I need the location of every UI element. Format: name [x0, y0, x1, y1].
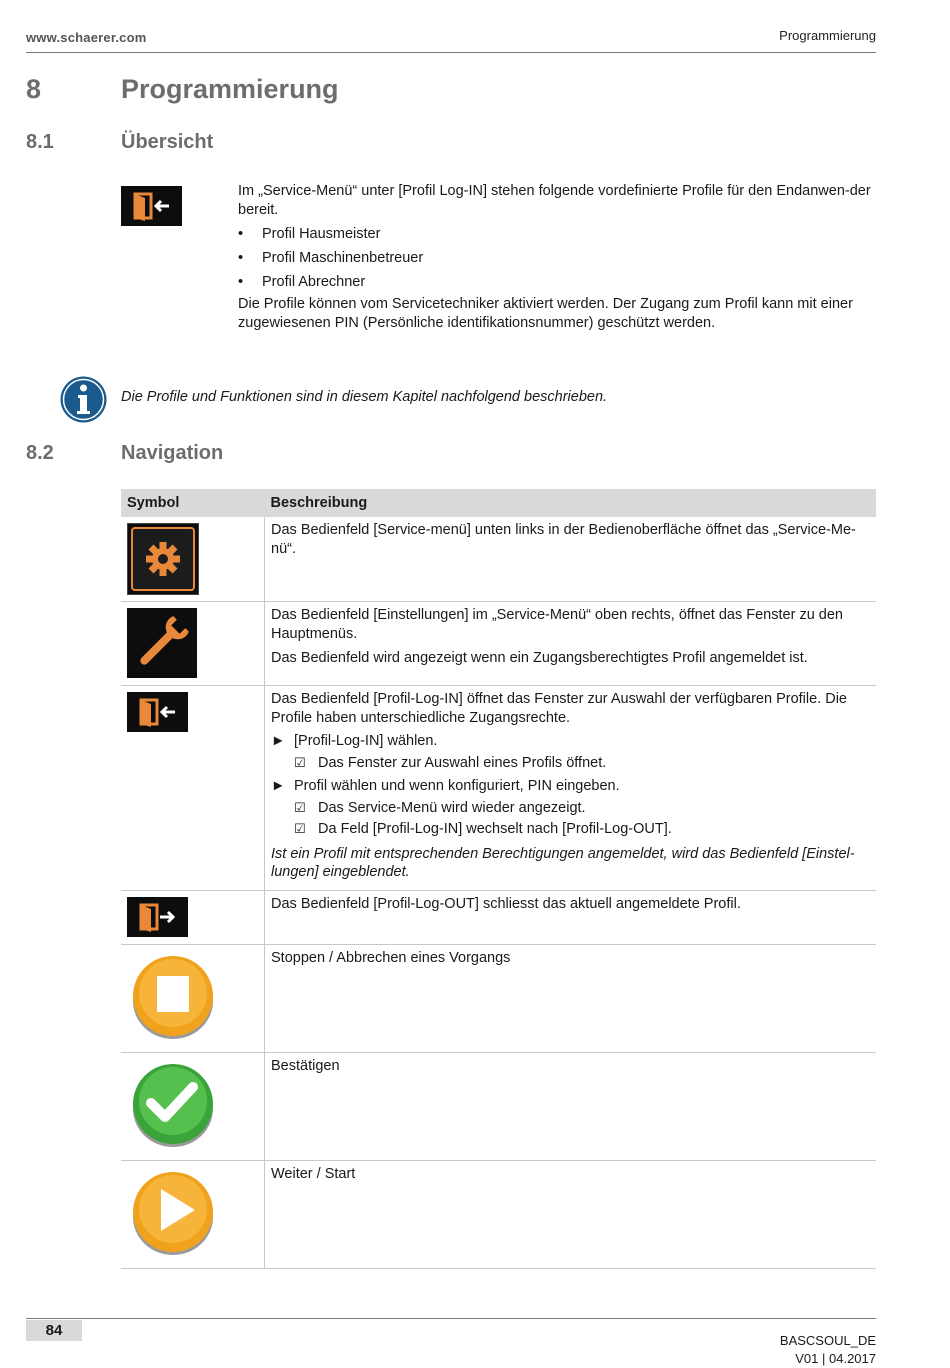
info-icon [60, 376, 107, 423]
overview-bullet-3: • Profil Abrechner [238, 274, 366, 290]
step-2-result-2: ☑ Da Feld [Profil-Log-IN] wechselt nach [Profil-Log-OUT]. [294, 821, 672, 837]
step-2: ► Profil wählen und wenn konfiguriert, PIN eingeben. [271, 778, 620, 794]
overview-bullet-2: • Profil Maschinenbetreuer [238, 250, 424, 266]
row-confirm-text: Bestätigen [271, 1058, 340, 1074]
row-wrench-text: Das Bedienfeld [Einstellungen] im „Service-Menü“ oben rechts, öffnet das Fenster zu den Hauptmenüs. [271, 607, 843, 642]
section-navigation-number: 8.2 [26, 442, 54, 464]
header-website: www.schaerer.com [26, 30, 147, 45]
step-1: ► [Profil-Log-IN] wählen. [271, 733, 438, 749]
page-number: 84 [26, 1320, 82, 1341]
row-logout-text: Das Bedienfeld [Profil-Log-OUT] schliesst das aktuell angemeldete Profil. [271, 896, 741, 912]
table-row [121, 891, 876, 945]
table-header-description: Beschreibung [265, 489, 877, 517]
footer-rule [26, 1318, 876, 1319]
table-row [121, 1161, 876, 1269]
confirm-check-icon [127, 1059, 217, 1151]
overview-outro: Die Profile können vom Servicetechniker aktiviert werden. Der Zugang zum Profil kann mit einer zugewiesenen PIN (Persönliche identifikationsnummer) geschützt werden. [238, 296, 853, 331]
table-header-row [121, 489, 876, 517]
profile-login-icon [121, 186, 182, 226]
profile-logout-icon [127, 897, 188, 937]
row-login-note: Ist ein Profil mit entsprechenden Berechtigungen angemeldet, wird das Bedienfeld [Einstel-lungen] eingeblendet. [271, 845, 855, 880]
row-gear-text: Das Bedienfeld [Service-menü] unten links in der Bedienoberfläche öffnet das „Service-Me-nü“. [271, 522, 856, 557]
overview-bullet-1: • Profil Hausmeister [238, 226, 381, 242]
navigation-table [121, 489, 876, 1269]
stop-button-icon [127, 951, 217, 1043]
table-row [121, 517, 876, 602]
chapter-number: 8 [26, 74, 42, 104]
chapter-title: Programmierung [121, 74, 339, 104]
row-wrench-text-2: Das Bedienfeld wird angezeigt wenn ein Zugangsberechtigtes Profil angemeldet ist. [271, 650, 808, 666]
doc-code: BASCSOUL_DE [779, 1333, 876, 1348]
row-stop-text: Stoppen / Abbrechen eines Vorgangs [271, 950, 511, 966]
step-2-result-1: ☑ Das Service-Menü wird wieder angezeigt. [294, 799, 586, 816]
row-play-text: Weiter / Start [271, 1166, 356, 1182]
overview-intro: Im „Service-Menü“ unter [Profil Log-IN] stehen folgende vordefinierte Profile für den Endanwen-der bereit. [238, 183, 871, 218]
table-header-symbol: Symbol [121, 489, 265, 517]
step-1-result: ☑ Das Fenster zur Auswahl eines Profils öffnet. [294, 754, 607, 771]
section-overview-number: 8.1 [26, 131, 54, 153]
header-section: Programmierung [779, 28, 876, 43]
row-login-text: Das Bedienfeld [Profil-Log-IN] öffnet das Fenster zur Auswahl der verfügbaren Profile. Die Profile haben unterschiedliche Zugangsrechte. [271, 691, 847, 726]
doc-version: V01 | 04.2017 [795, 1351, 876, 1366]
overview-text [238, 182, 876, 333]
gear-icon [127, 523, 199, 595]
section-overview-title: Übersicht [121, 131, 214, 153]
play-start-icon [127, 1167, 217, 1259]
table-row [121, 602, 876, 686]
header-rule [26, 52, 876, 53]
table-row [121, 945, 876, 1053]
section-navigation-title: Navigation [121, 442, 224, 464]
profile-login-icon [127, 692, 188, 732]
table-row [121, 686, 876, 891]
info-note-text: Die Profile und Funktionen sind in diesem Kapitel nachfolgend beschrieben. [121, 389, 608, 405]
wrench-icon [127, 608, 197, 678]
table-row [121, 1053, 876, 1161]
footer-doc-info [780, 1332, 876, 1368]
